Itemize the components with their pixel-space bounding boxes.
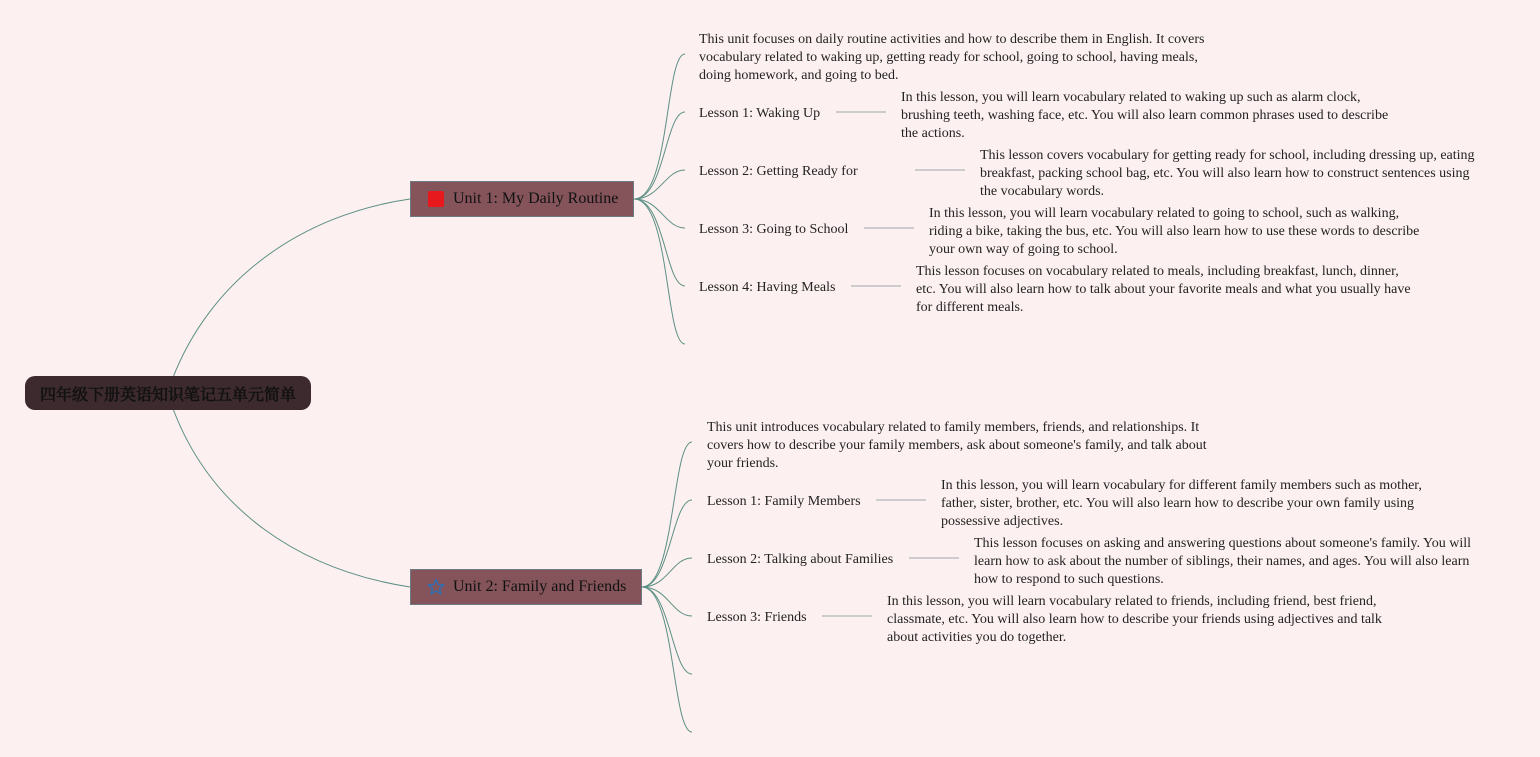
- unit-1-lesson-1-description: In this lesson, you will learn vocabulary related to waking up such as alarm clock, brushing teeth, washing face, etc. You will also learn common phrases used to describe the actions.: [901, 90, 1389, 141]
- unit-1-description: This unit focuses on daily routine activities and how to describe them in English. It covers vocabulary related to waking up, getting ready for school, going to school, having meals, doing homework, and going to bed.: [699, 32, 1205, 83]
- unit-2-lesson-1-description: In this lesson, you will learn vocabulary for different family members such as mother, father, sister, brother, etc. You will also learn how to describe your own family using possessive adjectives.: [941, 478, 1422, 529]
- unit-2-lesson-3[interactable]: Lesson 3: Friends: [707, 610, 807, 625]
- unit-1-title: Unit 1: My Daily Routine: [453, 190, 619, 207]
- root-topic[interactable]: [25, 376, 311, 410]
- red-square-icon: [427, 190, 445, 208]
- unit-1-lesson-2-description: This lesson covers vocabulary for getting ready for school, including dressing up, eating breakfast, packing school bag, etc. You will also learn how to construct sentences using the vocabulary words.: [980, 148, 1475, 199]
- unit-1-lesson-3-description: In this lesson, you will learn vocabulary related to going to school, such as walking, riding a bike, taking the bus, etc. You will also learn how to use these words to describe your own way of going to school.: [929, 206, 1420, 257]
- star-icon: [427, 578, 445, 596]
- unit-2-description: This unit introduces vocabulary related to family members, friends, and relationships. It covers how to describe your family members, ask about someone's family, and talk about your friends.: [707, 420, 1207, 471]
- unit-1-lesson-1[interactable]: Lesson 1: Waking Up: [699, 106, 821, 121]
- unit-1-lesson-2[interactable]: Lesson 2: Getting Ready for: [699, 164, 858, 179]
- unit-2-lesson-3-description: In this lesson, you will learn vocabulary related to friends, including friend, best friend, classmate, etc. You will also learn how to describe your friends using adjectives and talk about activities you do together.: [887, 594, 1382, 645]
- unit-1-node[interactable]: [410, 181, 634, 217]
- unit-1-lesson-4[interactable]: Lesson 4: Having Meals: [699, 280, 836, 295]
- root-title: 四年级下册英语知识笔记五单元简单: [39, 384, 296, 404]
- unit-1-lesson-3[interactable]: Lesson 3: Going to School: [699, 222, 849, 237]
- unit-2-lesson-1[interactable]: Lesson 1: Family Members: [707, 494, 861, 509]
- unit-2-title: Unit 2: Family and Friends: [453, 578, 627, 595]
- unit-2-node[interactable]: [410, 569, 642, 605]
- unit-1-lesson-4-description: This lesson focuses on vocabulary related to meals, including breakfast, lunch, dinner, etc. You will also learn how to talk about your favorite meals and what you usually have for different meals.: [916, 264, 1411, 315]
- unit-2-lesson-2[interactable]: Lesson 2: Talking about Families: [707, 552, 894, 567]
- unit-2-lesson-2-description: This lesson focuses on asking and answering questions about someone's family. You will learn how to ask about the number of siblings, their names, and ages. You will also learn how to respond to such questions.: [974, 536, 1472, 587]
